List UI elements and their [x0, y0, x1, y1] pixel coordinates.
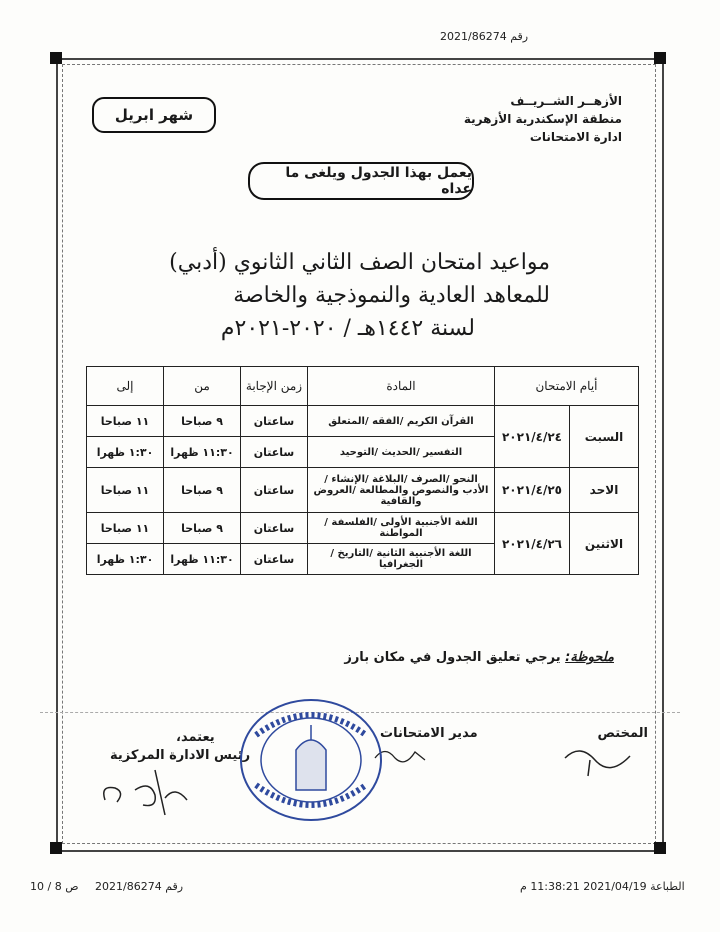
duration-cell: ساعتان: [241, 406, 308, 437]
subject-cell: النحو /الصرف /البلاغة /الإنشاء /الأدب والنصوص والمطالعة /العروض والقافية: [308, 468, 495, 513]
header-line-1: الأزهــر الشــريــف: [510, 94, 622, 108]
header-from: من: [164, 367, 241, 406]
from-cell: ٩ صباحا: [164, 406, 241, 437]
to-cell: ١١ صباحا: [87, 468, 164, 513]
header-to: إلى: [87, 367, 164, 406]
signature-central-admin: [95, 760, 215, 820]
table-row: [87, 406, 639, 437]
footer-reference: رقم 2021/86274: [95, 880, 184, 893]
from-cell: ١١:٣٠ ظهرا: [164, 544, 241, 575]
corner-ornament: [654, 52, 666, 64]
table-header-row: [87, 367, 639, 406]
header-line-3: ادارة الامتحانات: [529, 130, 622, 144]
page-number: ص 8 / 10: [30, 880, 79, 893]
from-cell: ١١:٣٠ ظهرا: [164, 437, 241, 468]
title-line-2: للمعاهد العادية والنموذجية والخاصة: [233, 283, 550, 308]
corner-ornament: [50, 842, 62, 854]
from-cell: ٩ صباحا: [164, 468, 241, 513]
to-cell: ١١ صباحا: [87, 406, 164, 437]
date-cell: ٢٠٢١/٤/٢٦: [495, 513, 570, 575]
duration-cell: ساعتان: [241, 513, 308, 544]
table-row: [87, 513, 639, 544]
reference-number: رقم 2021/86274: [440, 30, 529, 43]
from-cell: ٩ صباحا: [164, 513, 241, 544]
month-label: شهر ابريل: [92, 97, 216, 133]
title-line-3: لسنة ١٤٤٢هـ / ٢٠٢٠-٢٠٢١م: [220, 316, 475, 341]
note-label: ملحوظة:: [565, 650, 614, 665]
header-days: أيام الامتحان: [495, 367, 639, 406]
title-line-1: مواعيد امتحان الصف الثاني الثانوي (أدبي): [169, 250, 550, 275]
corner-ornament: [654, 842, 666, 854]
central-admin-label: رئيس الادارة المركزية: [110, 748, 251, 763]
approved-label: يعتمد،: [176, 730, 215, 745]
to-cell: ١١ صباحا: [87, 513, 164, 544]
duration-cell: ساعتان: [241, 437, 308, 468]
subject-cell: القرآن الكريم /الفقه /المتعلق: [308, 406, 495, 437]
subject-cell: اللغة الأجنبية الثانية /التاريخ /الجغرافيا: [308, 544, 495, 575]
print-timestamp: الطباعة 2021/04/19 11:38:21 م: [520, 880, 685, 893]
header-subject: المادة: [308, 367, 495, 406]
day-cell: الاثنين: [570, 513, 639, 575]
subject-cell: اللغة الأجنبية الأولى /الفلسفة /المواطنة: [308, 513, 495, 544]
note: [344, 650, 614, 665]
day-cell: الاحد: [570, 468, 639, 513]
specialist-label: المختص: [597, 726, 648, 741]
signature-specialist: [560, 738, 640, 778]
official-stamp: [236, 695, 386, 825]
header-duration: زمن الإجابة: [241, 367, 308, 406]
duration-cell: ساعتان: [241, 544, 308, 575]
note-text: يرجي تعليق الجدول في مكان بارز: [344, 650, 566, 665]
to-cell: ١:٣٠ ظهرا: [87, 437, 164, 468]
duration-cell: ساعتان: [241, 468, 308, 513]
table-row: [87, 468, 639, 513]
exam-director-label: مدير الامتحانات: [380, 726, 478, 741]
day-cell: السبت: [570, 406, 639, 468]
to-cell: ١:٣٠ ظهرا: [87, 544, 164, 575]
institution-header: [464, 92, 622, 146]
date-cell: ٢٠٢١/٤/٢٤: [495, 406, 570, 468]
header-line-2: منطقة الإسكندرية الأزهرية: [463, 112, 622, 126]
date-cell: ٢٠٢١/٤/٢٥: [495, 468, 570, 513]
corner-ornament: [50, 52, 62, 64]
notice-box: يعمل بهذا الجدول ويلغى ما عداه: [248, 162, 474, 200]
exam-schedule-table: [86, 366, 639, 575]
subject-cell: التفسير /الحديث /التوحيد: [308, 437, 495, 468]
